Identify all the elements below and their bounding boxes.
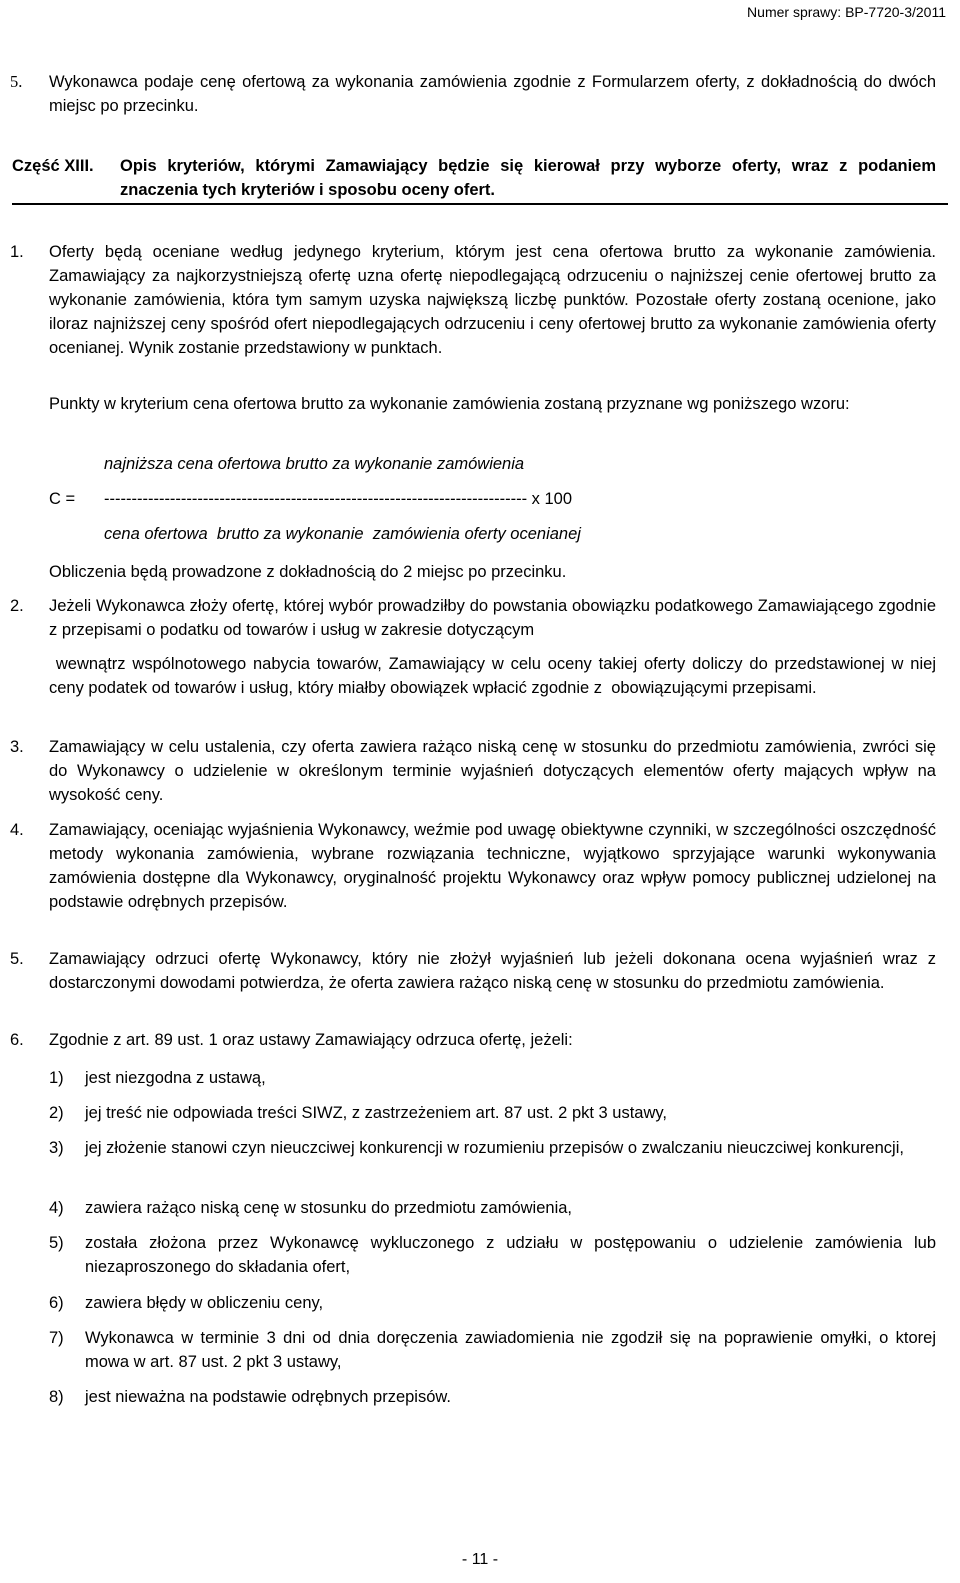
list-item-number: 2) — [49, 1104, 64, 1122]
list-item: zawiera rażąco niską cenę w stosunku do przedmiotu zamówienia, — [85, 1199, 572, 1217]
list-item-number: 1) — [49, 1069, 64, 1087]
item-text: Wykonawca podaje cenę ofertową za wykonania zamówienia zgodnie z Formularzem oferty, z dokładnością do dwóch miejsc po przecinku. — [49, 73, 936, 115]
formula-lhs: C = — [49, 490, 76, 508]
item-number: 5. — [10, 72, 23, 91]
formula-denominator: cena ofertowa brutto za wykonanie zamówienia oferty ocenianej — [104, 525, 581, 543]
list-item-number: 6) — [49, 1294, 64, 1312]
list-item: Wykonawca w terminie 3 dni od dnia doręczenia zawiadomienia nie zgodził się na poprawienie omyłki, o ktorej mowa w art. 87 ust. 2 pkt 3 ustawy, — [85, 1329, 936, 1371]
paragraph-text: Jeżeli Wykonawca złoży ofertę, której wybór prowadziłby do powstania obowiązku podatkowego Zamawiającego zgodnie z przepisami o podatku od towarów i usług w zakresie dotyczącym — [49, 597, 936, 639]
case-number: Numer sprawy: BP-7720-3/2011 — [747, 4, 946, 20]
list-item-number: 5) — [49, 1234, 64, 1252]
list-item-number: 4) — [49, 1199, 64, 1217]
paragraph-text: wewnątrz wspólnotowego nabycia towarów, Zamawiający w celu oceny takiej oferty doliczy do przedstawionej w niej ceny podatek od towarów i usług, który miałby obowiązek wpłacić zgodnie z obowiązującymi przepisami. — [49, 655, 941, 697]
paragraph-text: Obliczenia będą prowadzone z dokładnością do 2 miejsc po przecinku. — [49, 563, 567, 581]
list-item-number: 8) — [49, 1388, 64, 1406]
paragraph-text: Zamawiający odrzuci ofertę Wykonawcy, który nie złożył wyjaśnień lub jeżeli dokonana ocena wyjaśnień wraz z dostarczonymi dowodami potwierdza, że oferta zawiera rażąco niską cenę w stosunku do przedmiotu zamówienia. — [49, 950, 936, 992]
paragraph-text: Zamawiający w celu ustalenia, czy oferta zawiera rażąco niską cenę w stosunku do przedmiotu zamówienia, zwróci się do Wykonawcy o udzielenie w określonym terminie wyjaśnień dotyczących elementów oferty mających wpływ na wysokość ceny. — [49, 738, 936, 804]
paragraph-number: 1. — [10, 243, 24, 261]
paragraph-text: Zamawiający, oceniając wyjaśnienia Wykonawcy, weźmie pod uwagę obiektywne czynniki, w szczególności oszczędność metody wykonania zamówienia, wybrane rozwiązania techniczne, wyjątkowo sprzyjające warunki wykonywania zamówienia dostępne dla Wykonawcy, oryginalność projektu Wykonawcy oraz wpływ pomocy publicznej udzielonej na podstawie odrębnych przepisów. — [49, 821, 936, 911]
section-title — [120, 154, 936, 202]
paragraph-number: 4. — [10, 821, 24, 839]
list-item: została złożona przez Wykonawcę wykluczonego z udziału w postępowaniu o udzielenie zamówienia lub niezaproszonego do składania ofert, — [85, 1234, 936, 1276]
list-item: jej złożenie stanowi czyn nieuczciwej konkurencji w rozumieniu przepisów o zwalczaniu nieuczciwej konkurencji, — [85, 1139, 904, 1157]
list-item-number: 7) — [49, 1329, 64, 1347]
section-title-text: Opis kryteriów, którymi Zamawiający będzie się kierował przy wyborze oferty, wraz z podaniem znaczenia tych kryteriów i sposobu oceny ofert. — [120, 157, 936, 199]
list-item: zawiera błędy w obliczeniu ceny, — [85, 1294, 324, 1312]
list-item-number: 3) — [49, 1139, 64, 1157]
paragraph-text: Oferty będą oceniane według jedynego kryterium, którym jest cena ofertowa brutto za wykonanie zamówienia. Zamawiający za najkorzystniejszą ofertę uzna ofertę niepodlegającą odrzuceniu o najniższej cenie ofertowej brutto za wykonanie zamówienia, która tym samym uzyska największą liczbę punktów. Pozostałe oferty zostaną ocenione, jako iloraz najniższej ceny spośród ofert niepodlegających odrzuceniu i ceny ofertowej brutto za wykonanie zamówienia oferty ocenianej. Wynik zostanie przedstawiony w punktach. — [49, 243, 936, 357]
paragraph-number: 3. — [10, 738, 24, 756]
paragraph-text: Punkty w kryterium cena ofertowa brutto za wykonanie zamówienia zostaną przyznane wg poniższego wzoru: — [49, 395, 850, 413]
formula-numerator: najniższa cena ofertowa brutto za wykonanie zamówienia — [104, 455, 525, 473]
formula-fraction-line: ----------------------------------------------------------------------------- x 100 — [104, 490, 573, 508]
list-item: jest niezgodna z ustawą, — [85, 1069, 266, 1087]
paragraph-number: 5. — [10, 950, 24, 968]
section-label: Część XIII. — [12, 157, 94, 175]
list-item: jej treść nie odpowiada treści SIWZ, z zastrzeżeniem art. 87 ust. 2 pkt 3 ustawy, — [85, 1104, 668, 1122]
paragraph-text: Zgodnie z art. 89 ust. 1 oraz ustawy Zamawiający odrzuca ofertę, jeżeli: — [49, 1031, 573, 1049]
page-number: - 11 - — [461, 1551, 499, 1568]
paragraph-number: 6. — [10, 1031, 24, 1049]
list-item: jest nieważna na podstawie odrębnych przepisów. — [85, 1388, 451, 1406]
paragraph-number: 2. — [10, 597, 24, 615]
